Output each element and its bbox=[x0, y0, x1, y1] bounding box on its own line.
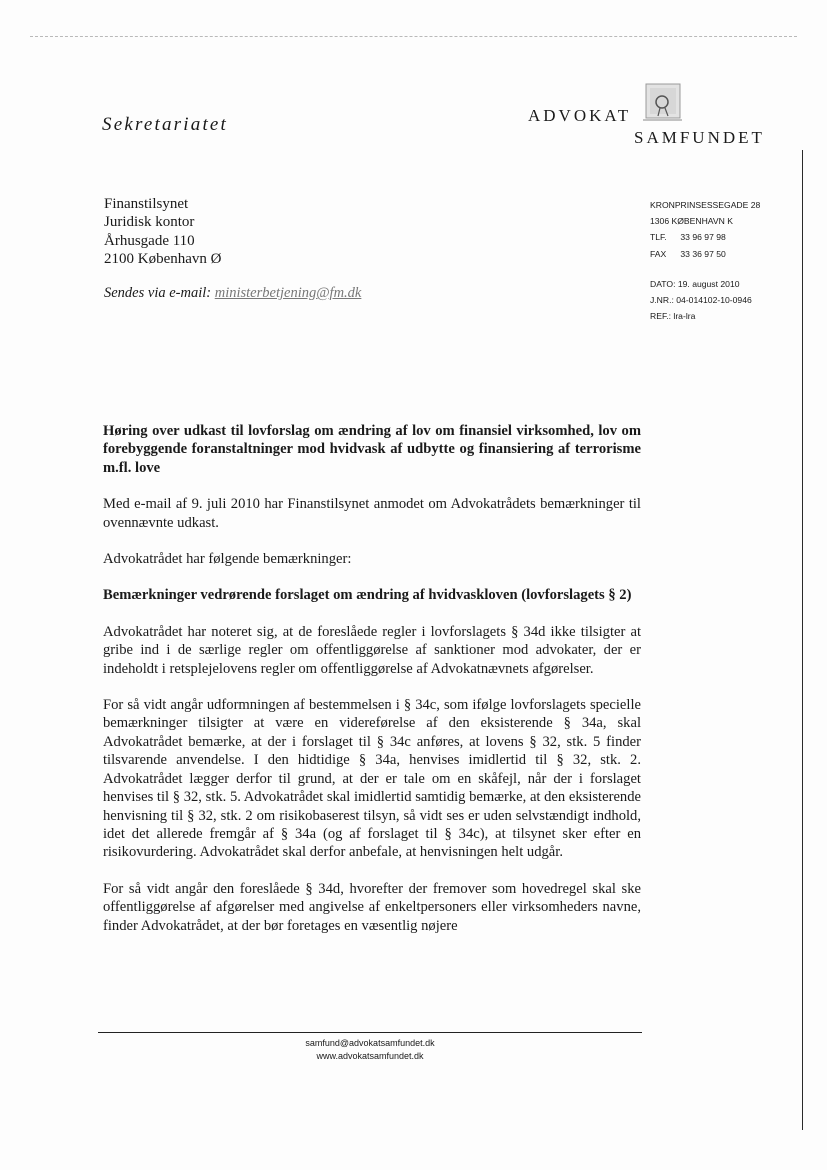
send-via-email bbox=[104, 285, 361, 302]
sender-fax bbox=[650, 246, 760, 262]
date-label: DATO: bbox=[650, 278, 676, 289]
letter-body bbox=[103, 422, 641, 935]
fax-number: 33 36 97 50 bbox=[680, 248, 726, 259]
footer bbox=[98, 1037, 642, 1063]
margin-rule bbox=[802, 150, 803, 1130]
recipient-line: 2100 København Ø bbox=[104, 250, 222, 267]
recipient-line: Finanstilsynet bbox=[104, 196, 189, 212]
paragraph-intro: Med e-mail af 9. juli 2010 har Finanstilsynet anmodet om Advokatrådets bemærkninger til ovennævnte udkast. bbox=[103, 496, 641, 531]
department-name: Sekretariatet bbox=[102, 114, 229, 135]
footer-email[interactable]: samfund@advokatsamfundet.dk bbox=[305, 1038, 435, 1048]
advokatsamfundet-logo bbox=[528, 82, 778, 152]
recipient-line: Juridisk kontor bbox=[104, 214, 195, 231]
sender-contact-block bbox=[650, 197, 760, 324]
emblem-icon bbox=[638, 82, 684, 122]
paragraph-34d-note: Advokatrådet har noteret sig, at de foreslåede regler i lovforslagets § 34d ikke tilsigter at gribe ind i de særlige regler om offentliggørelse af sanktioner mod advokater, der er indeholdt i retsplejelovens regler om offentliggørelse af Advokatnævnets afgørelser. bbox=[103, 623, 641, 677]
recipient-line: Århusgade 110 bbox=[104, 232, 195, 249]
paragraph-34c: For så vidt angår udformningen af bestemmelsen i § 34c, som ifølge lovforslagets specielle bemærkninger tilsigter at være en videreførelse af den eksisterende § 34a, skal Advokatrådet bemærke, at der i forslaget til § 34c anføres, at lovens § 32, stk. 5 finder tilsvarende anvendelse. I den hidtidige § 34a, henvises imidlertid til § 32, stk. 2. Advokatrådet lægger derfor til grund, at der er tale om en skåfejl, når der i forslaget henvises til § 32, stk. 5. Advokatrådet skal imidlertid samtidig bemærke, at den eksisterende henvisning til § 32, stk. 2 om risikobaserest tilsyn, så vidt ses er uden selvstændigt indhold, idet det allerede fremgår af § 34a (og af forslaget til § 34c), at tilsynet sker efter en risikovurdering. Advokatrådet skal derfor anbefale, at henvisningen helt udgår. bbox=[103, 697, 641, 861]
scan-edge-line bbox=[30, 36, 797, 37]
recipient-address bbox=[104, 195, 221, 268]
logo-text-advokat: ADVOKAT bbox=[528, 106, 632, 125]
section-heading: Bemærkninger vedrørende forslaget om ændring af hvidvaskloven (lovforslagets § 2) bbox=[103, 587, 632, 604]
letter-date bbox=[650, 276, 760, 292]
send-via-label: Sendes via e-mail: bbox=[104, 285, 212, 301]
phone-label: TLF. bbox=[650, 232, 667, 243]
sender-city: 1306 KØBENHAVN K bbox=[650, 216, 733, 227]
paragraph-34d: For så vidt angår den foreslåede § 34d, hvorefter der fremover som hovedregel skal ske offentliggørelse af afgørelser med angivelse af enkeltpersoners eller virksomheders navne, finder Advokatrådet, at der bør foretages en væsentlig nøjere bbox=[103, 880, 641, 934]
date-value: 19. august 2010 bbox=[677, 278, 740, 289]
ref-value: lra-lra bbox=[673, 311, 696, 322]
recipient-email-link[interactable]: ministerbetjening@fm.dk bbox=[214, 285, 362, 301]
footer-divider bbox=[98, 1032, 642, 1033]
sender-street: KRONPRINSESSEGADE 28 bbox=[650, 200, 761, 210]
sender-phone bbox=[650, 229, 760, 245]
jnr-label: J.NR.: bbox=[650, 295, 674, 306]
jnr-value: 04-014102-10-0946 bbox=[676, 295, 752, 306]
fax-label: FAX bbox=[650, 248, 667, 259]
ref-label: REF.: bbox=[650, 311, 672, 322]
logo-text-samfundet: SAMFUNDET bbox=[634, 128, 765, 147]
journal-number bbox=[650, 292, 760, 308]
reference bbox=[650, 308, 760, 324]
phone-number: 33 96 97 98 bbox=[680, 232, 726, 243]
letter-title: Høring over udkast til lovforslag om ændring af lov om finansiel virksomhed, lov om forebyggende foranstaltninger mod hvidvask af udbytte og finansiering af terrorisme m.fl. love bbox=[103, 423, 641, 476]
paragraph-remarks-lead: Advokatrådet har følgende bemærkninger: bbox=[103, 551, 352, 568]
footer-website[interactable]: www.advokatsamfundet.dk bbox=[316, 1051, 424, 1061]
